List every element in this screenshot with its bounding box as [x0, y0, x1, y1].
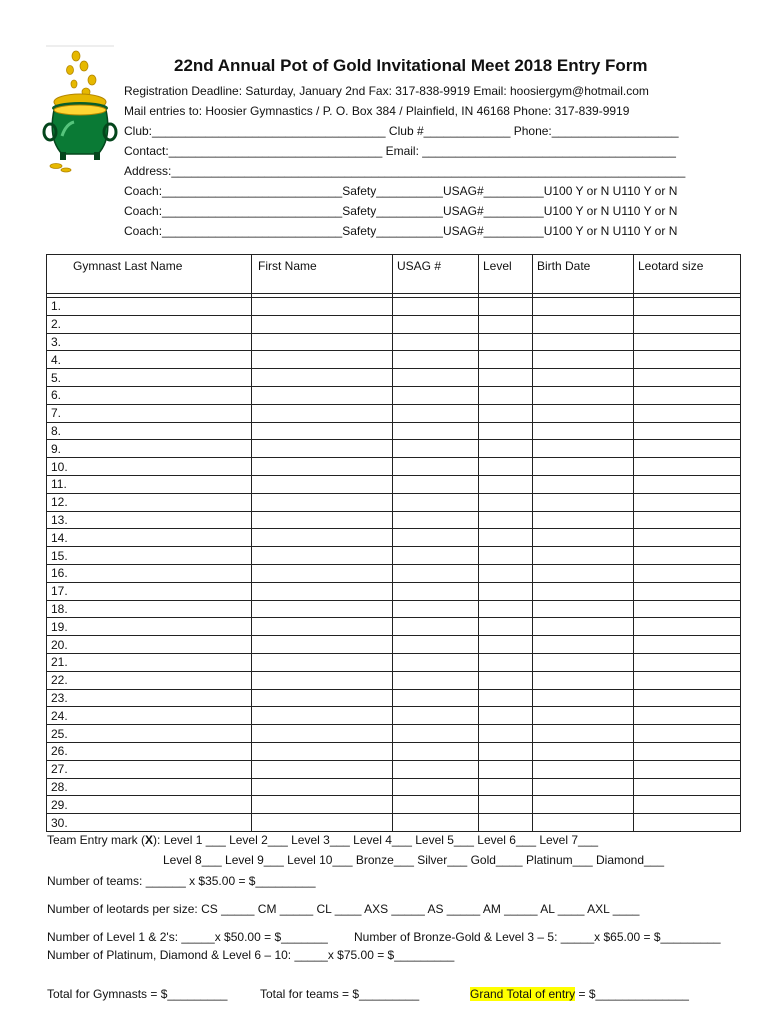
- entry-cell[interactable]: [533, 547, 634, 565]
- entry-cell[interactable]: [252, 386, 393, 404]
- entry-cell[interactable]: [252, 564, 393, 582]
- grand-total-label: Grand Total of entry: [470, 987, 576, 1001]
- entry-cell[interactable]: [252, 814, 393, 832]
- entry-cell[interactable]: [533, 689, 634, 707]
- entry-cell[interactable]: [479, 493, 533, 511]
- entry-cell[interactable]: [393, 725, 479, 743]
- entry-cell[interactable]: [252, 725, 393, 743]
- entry-cell[interactable]: [533, 725, 634, 743]
- entry-cell[interactable]: [533, 315, 634, 333]
- entry-cell[interactable]: [533, 618, 634, 636]
- row-number-cell[interactable]: 17.: [47, 582, 252, 600]
- row-number-cell[interactable]: 25.: [47, 725, 252, 743]
- entry-cell[interactable]: [479, 564, 533, 582]
- entry-cell[interactable]: [533, 600, 634, 618]
- entry-cell[interactable]: [479, 778, 533, 796]
- row-number-cell[interactable]: 20.: [47, 636, 252, 654]
- entry-cell[interactable]: [479, 707, 533, 725]
- entry-cell[interactable]: [252, 600, 393, 618]
- row-number-cell[interactable]: 30.: [47, 814, 252, 832]
- entry-cell[interactable]: [634, 689, 741, 707]
- entry-cell[interactable]: [634, 422, 741, 440]
- entry-cell[interactable]: [252, 796, 393, 814]
- entry-cell[interactable]: [533, 564, 634, 582]
- entry-cell[interactable]: [252, 671, 393, 689]
- entry-cell[interactable]: [479, 689, 533, 707]
- entry-cell[interactable]: [479, 333, 533, 351]
- row-number-cell[interactable]: 21.: [47, 653, 252, 671]
- entry-cell[interactable]: [479, 422, 533, 440]
- entry-cell[interactable]: [479, 742, 533, 760]
- entry-cell[interactable]: [533, 298, 634, 316]
- entry-cell[interactable]: [393, 404, 479, 422]
- entry-cell[interactable]: [252, 404, 393, 422]
- row-number-cell[interactable]: 23.: [47, 689, 252, 707]
- table-row: [47, 707, 741, 725]
- entry-cell[interactable]: [393, 298, 479, 316]
- entry-cell[interactable]: [533, 369, 634, 387]
- entry-cell[interactable]: [634, 493, 741, 511]
- header-first-name: First Name: [252, 255, 393, 294]
- entry-cell[interactable]: [479, 582, 533, 600]
- table-row: [47, 814, 741, 832]
- entry-cell[interactable]: [533, 386, 634, 404]
- entry-cell[interactable]: [393, 493, 479, 511]
- grand-total-value: = $______________: [575, 987, 689, 1001]
- entry-cell[interactable]: [479, 796, 533, 814]
- entry-cell[interactable]: [393, 707, 479, 725]
- table-row: [47, 315, 741, 333]
- table-row: [47, 511, 741, 529]
- club-line[interactable]: Club:___________________________________ Club #_____________ Phone:___________________: [124, 124, 679, 138]
- pot-of-gold-icon: [40, 44, 120, 179]
- entry-cell[interactable]: [533, 404, 634, 422]
- entry-cell[interactable]: [634, 404, 741, 422]
- entry-cell[interactable]: [252, 422, 393, 440]
- entry-cell[interactable]: [479, 315, 533, 333]
- entry-cell[interactable]: [393, 475, 479, 493]
- number-of-teams[interactable]: Number of teams: ______ x $35.00 = $_________: [47, 874, 316, 888]
- row-number-cell[interactable]: 22.: [47, 671, 252, 689]
- header-usag-number: USAG #: [393, 255, 479, 294]
- entry-cell[interactable]: [634, 760, 741, 778]
- entry-cell[interactable]: [634, 707, 741, 725]
- entry-cell[interactable]: [533, 760, 634, 778]
- entry-cell[interactable]: [533, 458, 634, 476]
- entry-cell[interactable]: [393, 564, 479, 582]
- entry-cell[interactable]: [479, 298, 533, 316]
- entry-cell[interactable]: [252, 653, 393, 671]
- entry-cell[interactable]: [634, 600, 741, 618]
- entry-cell[interactable]: [634, 778, 741, 796]
- entry-cell[interactable]: [252, 547, 393, 565]
- row-number-cell[interactable]: 4.: [47, 351, 252, 369]
- entry-cell[interactable]: [479, 511, 533, 529]
- entry-cell[interactable]: [393, 582, 479, 600]
- table-row: [47, 742, 741, 760]
- row-number-cell[interactable]: 1.: [47, 298, 252, 316]
- entry-cell[interactable]: [634, 333, 741, 351]
- entry-cell[interactable]: [634, 315, 741, 333]
- row-number-cell[interactable]: 26.: [47, 742, 252, 760]
- row-number-cell[interactable]: 8.: [47, 422, 252, 440]
- platinum-count[interactable]: Number of Platinum, Diamond & Level 6 – 10: _____x $75.00 = $_________: [47, 948, 455, 962]
- row-number-cell[interactable]: 13.: [47, 511, 252, 529]
- entry-cell[interactable]: [479, 529, 533, 547]
- entry-cell[interactable]: [252, 333, 393, 351]
- table-row: [47, 440, 741, 458]
- entry-cell[interactable]: [479, 636, 533, 654]
- table-row: [47, 529, 741, 547]
- row-number-cell[interactable]: 18.: [47, 600, 252, 618]
- entry-cell[interactable]: [479, 386, 533, 404]
- entry-cell[interactable]: [252, 760, 393, 778]
- table-row: [47, 333, 741, 351]
- team-entry-x: X: [145, 833, 154, 847]
- entry-cell[interactable]: [393, 369, 479, 387]
- header-level: Level: [479, 255, 533, 294]
- entry-cell[interactable]: [634, 564, 741, 582]
- table-row: [47, 778, 741, 796]
- entry-cell[interactable]: [634, 298, 741, 316]
- entry-cell[interactable]: [533, 351, 634, 369]
- entry-cell[interactable]: [533, 511, 634, 529]
- table-row: [47, 422, 741, 440]
- team-entry-label: Team Entry mark (: [47, 833, 146, 847]
- table-row: [47, 475, 741, 493]
- entry-cell[interactable]: [393, 671, 479, 689]
- row-number-cell[interactable]: 6.: [47, 386, 252, 404]
- coach-line-1[interactable]: Coach:___________________________Safety__________USAG#_________U100 Y or N U110 Y or N: [124, 184, 678, 198]
- entry-cell[interactable]: [533, 796, 634, 814]
- entry-cell[interactable]: [479, 671, 533, 689]
- entry-cell[interactable]: [533, 653, 634, 671]
- entry-cell[interactable]: [479, 618, 533, 636]
- entry-cell[interactable]: [533, 742, 634, 760]
- table-row: [47, 618, 741, 636]
- table-row: [47, 547, 741, 565]
- contact-line[interactable]: Contact:________________________________ Email: ______________________________________: [124, 144, 676, 158]
- grand-total[interactable]: [470, 987, 689, 1001]
- entry-cell[interactable]: [634, 653, 741, 671]
- coach-line-3[interactable]: Coach:___________________________Safety__________USAG#_________U100 Y or N U110 Y or N: [124, 224, 678, 238]
- entry-cell[interactable]: [252, 742, 393, 760]
- entry-cell[interactable]: [634, 475, 741, 493]
- entry-cell[interactable]: [393, 689, 479, 707]
- entry-cell[interactable]: [252, 689, 393, 707]
- row-number-cell[interactable]: 24.: [47, 707, 252, 725]
- registration-deadline-line: Registration Deadline: Saturday, January 2nd Fax: 317-838-9919 Email: hoosiergym@hotmail.com: [124, 84, 649, 98]
- header-last-name: Gymnast Last Name: [47, 255, 252, 294]
- table-row: [47, 298, 741, 316]
- entry-cell[interactable]: [533, 493, 634, 511]
- entry-cell[interactable]: [393, 653, 479, 671]
- table-row: [47, 582, 741, 600]
- entry-cell[interactable]: [252, 315, 393, 333]
- entry-cell[interactable]: [479, 458, 533, 476]
- entry-cell[interactable]: [393, 458, 479, 476]
- table-row: [47, 493, 741, 511]
- row-number-cell[interactable]: 9.: [47, 440, 252, 458]
- table-row: [47, 386, 741, 404]
- entry-cell[interactable]: [393, 440, 479, 458]
- entry-cell[interactable]: [533, 671, 634, 689]
- total-teams[interactable]: Total for teams = $_________: [260, 987, 420, 1001]
- entry-cell[interactable]: [479, 725, 533, 743]
- entry-cell[interactable]: [634, 547, 741, 565]
- table-row: [47, 351, 741, 369]
- row-number-cell[interactable]: 14.: [47, 529, 252, 547]
- entry-cell[interactable]: [252, 298, 393, 316]
- row-number-cell[interactable]: 15.: [47, 547, 252, 565]
- entry-cell[interactable]: [393, 814, 479, 832]
- entry-cell[interactable]: [479, 369, 533, 387]
- entry-cell[interactable]: [252, 707, 393, 725]
- address-line[interactable]: Address:_____________________________________________________________________________: [124, 164, 686, 178]
- entry-cell[interactable]: [634, 582, 741, 600]
- entry-cell[interactable]: [393, 315, 479, 333]
- entry-cell[interactable]: [393, 796, 479, 814]
- entry-cell[interactable]: [393, 618, 479, 636]
- entry-cell[interactable]: [393, 511, 479, 529]
- entry-cell[interactable]: [634, 386, 741, 404]
- entry-cell[interactable]: [634, 440, 741, 458]
- row-number-cell[interactable]: 29.: [47, 796, 252, 814]
- entry-cell[interactable]: [634, 796, 741, 814]
- entry-cell[interactable]: [252, 440, 393, 458]
- entry-cell[interactable]: [252, 493, 393, 511]
- table-row: [47, 564, 741, 582]
- entry-cell[interactable]: [533, 422, 634, 440]
- entry-cell[interactable]: [533, 582, 634, 600]
- row-number-cell[interactable]: 19.: [47, 618, 252, 636]
- row-number-cell[interactable]: 3.: [47, 333, 252, 351]
- entry-cell[interactable]: [393, 636, 479, 654]
- entry-cell[interactable]: [479, 547, 533, 565]
- table-row: [47, 653, 741, 671]
- entry-cell[interactable]: [533, 333, 634, 351]
- entry-cell[interactable]: [252, 511, 393, 529]
- entry-cell[interactable]: [634, 458, 741, 476]
- entry-cell[interactable]: [533, 636, 634, 654]
- entry-cell[interactable]: [533, 814, 634, 832]
- entry-cell[interactable]: [393, 742, 479, 760]
- row-number-cell[interactable]: 5.: [47, 369, 252, 387]
- entry-cell[interactable]: [634, 351, 741, 369]
- entry-cell[interactable]: [393, 351, 479, 369]
- team-entry-line[interactable]: [47, 833, 598, 847]
- table-row: [47, 404, 741, 422]
- coach-line-2[interactable]: Coach:___________________________Safety__________USAG#_________U100 Y or N U110 Y or N: [124, 204, 678, 218]
- entry-cell[interactable]: [479, 653, 533, 671]
- team-entry-levels-2[interactable]: Level 8___ Level 9___ Level 10___ Bronze___ Silver___ Gold____ Platinum___ Diamond___: [163, 853, 665, 867]
- row-number-cell[interactable]: 2.: [47, 315, 252, 333]
- entry-cell[interactable]: [634, 511, 741, 529]
- entry-cell[interactable]: [533, 475, 634, 493]
- entry-cell[interactable]: [252, 778, 393, 796]
- leotards-per-size[interactable]: Number of leotards per size: CS _____ CM _____ CL ____ AXS _____ AS _____ AM _____ AL ____ AXL ____: [47, 902, 640, 916]
- entry-cell[interactable]: [634, 725, 741, 743]
- row-number-cell[interactable]: 7.: [47, 404, 252, 422]
- entry-cell[interactable]: [393, 333, 479, 351]
- entry-cell[interactable]: [634, 636, 741, 654]
- entry-cell[interactable]: [252, 582, 393, 600]
- entry-cell[interactable]: [634, 671, 741, 689]
- row-number-cell[interactable]: 11.: [47, 475, 252, 493]
- entry-cell[interactable]: [533, 778, 634, 796]
- entry-cell[interactable]: [634, 814, 741, 832]
- entry-cell[interactable]: [393, 386, 479, 404]
- entry-cell[interactable]: [533, 440, 634, 458]
- entry-cell[interactable]: [393, 422, 479, 440]
- table-row: [47, 671, 741, 689]
- row-number-cell[interactable]: 27.: [47, 760, 252, 778]
- table-row: [47, 600, 741, 618]
- total-gymnasts[interactable]: Total for Gymnasts = $_________: [47, 987, 228, 1001]
- entry-cell[interactable]: [393, 778, 479, 796]
- entry-cell[interactable]: [634, 742, 741, 760]
- entry-cell[interactable]: [252, 475, 393, 493]
- entry-cell[interactable]: [634, 369, 741, 387]
- entry-cell[interactable]: [479, 760, 533, 778]
- table-row: [47, 725, 741, 743]
- entry-cell[interactable]: [479, 351, 533, 369]
- entry-cell[interactable]: [393, 760, 479, 778]
- table-row: [47, 796, 741, 814]
- mailing-address-line: Mail entries to: Hoosier Gymnastics / P. O. Box 384 / Plainfield, IN 46168 Phone: 317-839-9919: [124, 104, 630, 118]
- entry-cell[interactable]: [252, 529, 393, 547]
- table-row: [47, 369, 741, 387]
- entry-cell[interactable]: [252, 458, 393, 476]
- entry-cell[interactable]: [393, 600, 479, 618]
- row-number-cell[interactable]: 16.: [47, 564, 252, 582]
- entry-cell[interactable]: [479, 475, 533, 493]
- table-row: [47, 636, 741, 654]
- entry-cell[interactable]: [634, 529, 741, 547]
- entry-cell[interactable]: [479, 814, 533, 832]
- table-row: [47, 458, 741, 476]
- row-number-cell[interactable]: 10.: [47, 458, 252, 476]
- gymnast-entry-table: [46, 254, 741, 832]
- entry-cell[interactable]: [533, 529, 634, 547]
- header-birth-date: Birth Date: [533, 255, 634, 294]
- table-row: [47, 760, 741, 778]
- entry-cell[interactable]: [479, 600, 533, 618]
- entry-cell[interactable]: [252, 369, 393, 387]
- form-title: 22nd Annual Pot of Gold Invitational Meet 2018 Entry Form: [174, 56, 648, 75]
- entry-cell[interactable]: [252, 618, 393, 636]
- bronze-gold-count[interactable]: Number of Bronze-Gold & Level 3 – 5: _____x $65.00 = $_________: [354, 930, 721, 944]
- row-number-cell[interactable]: 28.: [47, 778, 252, 796]
- row-number-cell[interactable]: 12.: [47, 493, 252, 511]
- entry-cell[interactable]: [252, 636, 393, 654]
- table-row: [47, 689, 741, 707]
- level-1-2-count[interactable]: Number of Level 1 & 2's: _____x $50.00 = $_______: [47, 930, 328, 944]
- team-entry-levels: ): Level 1 ___ Level 2___ Level 3___ Level 4___ Level 5___ Level 6___ Level 7___: [153, 833, 599, 847]
- entry-cell[interactable]: [393, 529, 479, 547]
- entry-cell[interactable]: [393, 547, 479, 565]
- entry-cell[interactable]: [479, 440, 533, 458]
- entry-cell[interactable]: [479, 404, 533, 422]
- entry-cell[interactable]: [533, 707, 634, 725]
- entry-cell[interactable]: [634, 618, 741, 636]
- header-leotard-size: Leotard size: [634, 255, 741, 294]
- entry-cell[interactable]: [252, 351, 393, 369]
